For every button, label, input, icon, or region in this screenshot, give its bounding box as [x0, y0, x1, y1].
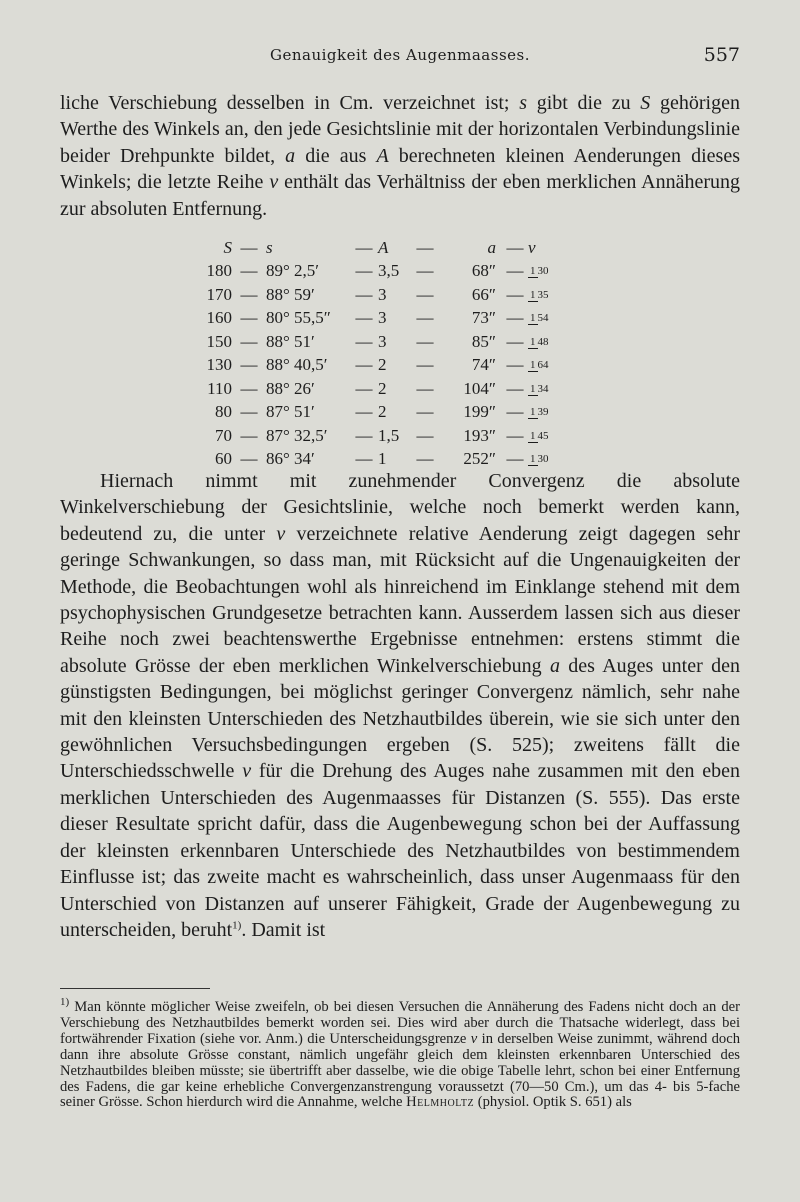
- table-row: [190, 401, 610, 425]
- table-row: [190, 330, 610, 354]
- fraction: [528, 384, 549, 396]
- dash: —: [240, 402, 258, 422]
- dash: —: [240, 284, 258, 304]
- dash: —: [506, 284, 524, 304]
- footnote: [60, 996, 740, 1111]
- dash: —: [506, 261, 524, 281]
- cell-S: 160: [206, 308, 232, 328]
- data-table: [190, 236, 610, 471]
- text-run: für die Drehung des Auges nahe zusammen mit den eben merklichen Unterschieden des Augenmaasses für Distanzen (S. 555). Das erste dieser Resultate spricht dafür, dass die Augenbewegung schon bei der Auffassung der kleinsten erkennbaren Unterschiede des Netzhautbildes von bestimmendem Einflusse ist; das zweite macht es wahrscheinlich, dass unser Augenmaass für den Unterschied von Distanzen auf unserer Fähigkeit, Grade der Augenbewegung zu unterscheiden, beruht: [60, 760, 740, 941]
- fraction-numerator: 1: [530, 406, 536, 419]
- fraction-numerator: 1: [530, 312, 536, 325]
- cell-a: 193″: [463, 425, 496, 445]
- cell-S: 150: [206, 331, 232, 351]
- table-row: [190, 354, 610, 378]
- paragraph-intro: [60, 90, 740, 222]
- variable: a: [549, 654, 560, 677]
- dash: —: [416, 308, 434, 328]
- table-header-row: [190, 236, 610, 260]
- cell-a: 104″: [463, 378, 496, 398]
- dash: —: [240, 237, 258, 257]
- dash: —: [355, 425, 373, 445]
- fraction-numerator: 1: [530, 288, 536, 301]
- fraction: [528, 454, 549, 466]
- table-row: [190, 307, 610, 331]
- fraction-numerator: 1: [530, 359, 536, 372]
- dash: —: [506, 425, 524, 445]
- cell-A: 2: [378, 378, 387, 398]
- dash: —: [355, 355, 373, 375]
- cell-a: 66″: [471, 284, 496, 304]
- dash: —: [240, 331, 258, 351]
- dash: —: [355, 261, 373, 281]
- variable: v: [242, 760, 252, 783]
- footnote-divider: [60, 988, 210, 989]
- fraction-numerator: 1: [530, 453, 536, 466]
- fraction-denominator: 48: [537, 335, 549, 348]
- cell-v: [528, 379, 568, 399]
- cell-v: [528, 449, 568, 469]
- cell-A: 3,5: [378, 261, 400, 281]
- cell-v: [528, 261, 568, 281]
- page-header: [60, 46, 740, 76]
- table-row: [190, 260, 610, 284]
- cell-s: 88° 40,5′: [266, 355, 328, 375]
- dash: —: [416, 449, 434, 469]
- fraction: [528, 313, 549, 325]
- text-run: des Auges unter den günstigsten Bedingungen, bei möglichst geringer Convergenz nämlich, sehr nahe mit den kleinsten Unterschieden des Netzhautbildes überein, wie sie sich unter den gewöhnlichen Versuchsbedingungen ergeben (S. 525); zweitens fällt die Unterschiedsschwelle: [60, 654, 740, 783]
- cell-S: 130: [206, 355, 232, 375]
- text-run: enthält das Verhältniss der eben merklichen Annäherung zur absoluten Entfernung.: [60, 171, 740, 220]
- cell-v: [528, 402, 568, 422]
- page-number: 557: [703, 44, 740, 66]
- cell-v: [528, 426, 568, 446]
- cell-a: 85″: [471, 331, 496, 351]
- fraction-numerator: 1: [530, 335, 536, 348]
- fraction-denominator: 30: [537, 453, 549, 466]
- cell-a: 68″: [471, 261, 496, 281]
- dash: —: [240, 425, 258, 445]
- fraction: [528, 431, 549, 443]
- dash: —: [355, 237, 373, 257]
- cell-A: 1,5: [378, 425, 400, 445]
- cell-A: 3: [378, 284, 387, 304]
- variable: s: [519, 92, 527, 114]
- variable: a: [285, 144, 296, 167]
- cell-S: 60: [215, 449, 232, 469]
- fraction-numerator: 1: [530, 265, 536, 278]
- column-header-S: S: [223, 237, 232, 257]
- fraction-denominator: 39: [537, 406, 549, 419]
- dash: —: [416, 331, 434, 351]
- dash: —: [355, 331, 373, 351]
- table-row: [190, 377, 610, 401]
- dash: —: [506, 449, 524, 469]
- fraction: [528, 407, 549, 419]
- cell-S: 180: [206, 261, 232, 281]
- dash: —: [355, 402, 373, 422]
- fraction-denominator: 34: [537, 382, 549, 395]
- table-row: [190, 424, 610, 448]
- cell-v: [528, 332, 568, 352]
- dash: —: [240, 355, 258, 375]
- dash: —: [506, 378, 524, 398]
- cell-S: 110: [207, 378, 232, 398]
- cell-a: 199″: [463, 402, 496, 422]
- dash: —: [355, 449, 373, 469]
- text-run: gibt die zu: [527, 92, 641, 114]
- variable: v: [276, 522, 286, 545]
- column-header-A: A: [378, 237, 389, 257]
- fraction-denominator: 64: [537, 359, 549, 372]
- table-body: [190, 260, 610, 472]
- running-title: Genauigkeit des Augenmaasses.: [269, 46, 530, 64]
- table-row: [190, 283, 610, 307]
- variable: A: [376, 144, 389, 167]
- dash: —: [355, 308, 373, 328]
- dash: —: [240, 378, 258, 398]
- dash: —: [416, 402, 434, 422]
- footnote-reference: 1): [232, 919, 242, 932]
- dash: —: [240, 308, 258, 328]
- footnote-text: (physiol. Optik S. 651) als: [474, 1094, 632, 1111]
- cell-a: 252″: [463, 449, 496, 469]
- cell-s: 80° 55,5″: [266, 308, 331, 328]
- fraction-denominator: 45: [537, 429, 549, 442]
- text-run: liche Verschiebung desselben in Cm. verzeichnet ist;: [60, 92, 520, 114]
- fraction: [528, 360, 549, 372]
- fraction: [528, 337, 549, 349]
- cell-A: 2: [378, 402, 387, 422]
- dash: —: [416, 237, 434, 257]
- cell-S: 170: [206, 284, 232, 304]
- cell-s: 88° 59′: [266, 284, 315, 304]
- dash: —: [416, 284, 434, 304]
- text-run: gehörigen Werthe des Winkels an, den jede Gesichtslinie mit der horizontalen Verbindungslinie beider Drehpunkte bildet,: [60, 92, 740, 167]
- cell-s: 86° 34′: [266, 449, 315, 469]
- paragraph-discussion: [60, 468, 740, 943]
- text-run: Hiernach nimmt mit zunehmender Convergenz die absolute Winkelverschiebung der Gesichtslinie, welche noch bemerkt werden kann, bedeutend zu, die unter: [60, 470, 740, 545]
- cell-v: [528, 308, 568, 328]
- dash: —: [506, 308, 524, 328]
- fraction: [528, 290, 549, 302]
- cell-A: 1: [378, 449, 387, 469]
- cell-v: [528, 355, 568, 375]
- dash: —: [416, 425, 434, 445]
- dash: —: [506, 331, 524, 351]
- cell-s: 89° 2,5′: [266, 261, 320, 281]
- fraction-numerator: 1: [530, 429, 536, 442]
- dash: —: [506, 355, 524, 375]
- cell-v: [528, 285, 568, 305]
- cell-S: 80: [215, 402, 232, 422]
- dash: —: [416, 355, 434, 375]
- cell-A: 3: [378, 331, 387, 351]
- cell-s: 87° 51′: [266, 402, 315, 422]
- footnote-mark: 1): [60, 996, 70, 1009]
- variable: S: [640, 92, 651, 114]
- variable: v: [269, 171, 279, 194]
- fraction: [528, 266, 549, 278]
- cell-s: 88° 26′: [266, 378, 315, 398]
- dash: —: [506, 237, 524, 257]
- text-run: . Damit ist: [241, 918, 326, 941]
- column-header-v: v: [528, 237, 536, 257]
- text-run: die aus: [295, 144, 377, 167]
- dash: —: [416, 378, 434, 398]
- cell-s: 87° 32,5′: [266, 425, 328, 445]
- dash: —: [240, 261, 258, 281]
- cell-a: 73″: [471, 308, 496, 328]
- column-header-a: a: [487, 237, 496, 257]
- cell-a: 74″: [471, 355, 496, 375]
- cell-S: 70: [215, 425, 232, 445]
- fraction-numerator: 1: [530, 382, 536, 395]
- dash: —: [355, 284, 373, 304]
- variable: v: [470, 1030, 478, 1047]
- author-name: Helmholtz: [406, 1094, 475, 1111]
- dash: —: [506, 402, 524, 422]
- text-run: verzeichnete relative Aenderung zeigt dagegen sehr geringe Schwankungen, so dass man, mit Rücksicht auf die Ungenauigkeiten der Methode, die Beobachtungen wohl als hinreichend im Einklange stehend mit dem psychophysischen Grundgesetze betrachten kann. Ausserdem lassen sich aus dieser Reihe noch zwei beachtenswerthe Ergebnisse entnehmen: erstens stimmt die absolute Grösse der eben merklichen Winkelverschiebung: [60, 522, 740, 677]
- fraction-denominator: 54: [537, 312, 549, 325]
- dash: —: [416, 261, 434, 281]
- cell-A: 3: [378, 308, 387, 328]
- footnote-text: Man könnte möglicher Weise zweifeln, ob bei diesen Versuchen die Annäherung des Fadens nicht doch an der Verschiebung des Netzhautbildes bemerkt worden sei. Dies wird aber durch die Thatsache widerlegt, dass bei fortwährender Fixation (siehe vor. Anm.) die Unterscheidungsgrenze: [60, 999, 740, 1047]
- cell-A: 2: [378, 355, 387, 375]
- dash: —: [355, 378, 373, 398]
- dash: —: [240, 449, 258, 469]
- footnote-text: in derselben Weise zunimmt, während doch dann ihre absolute Grösse constant, nämlich ungefähr gleich dem kleinsten erkennbaren Unterschied des Netzhautbildes bleiben müsste; sie übertrifft aber dasselbe, wie die obige Tabelle lehrt, schon bei einer Entfernung des Fadens, die gar keine erhebliche Convergenzanstrengung voraussetzt (70—50 Cm.), um das 4- bis 5-fache seiner Grösse. Schon hierdurch wird die Annahme, welche: [60, 1030, 740, 1111]
- column-header-s: s: [266, 237, 273, 257]
- text-run: berechneten kleinen Aenderungen dieses Winkels; die letzte Reihe: [60, 144, 741, 194]
- fraction-denominator: 30: [537, 265, 549, 278]
- fraction-denominator: 35: [537, 288, 549, 301]
- cell-s: 88° 51′: [266, 331, 315, 351]
